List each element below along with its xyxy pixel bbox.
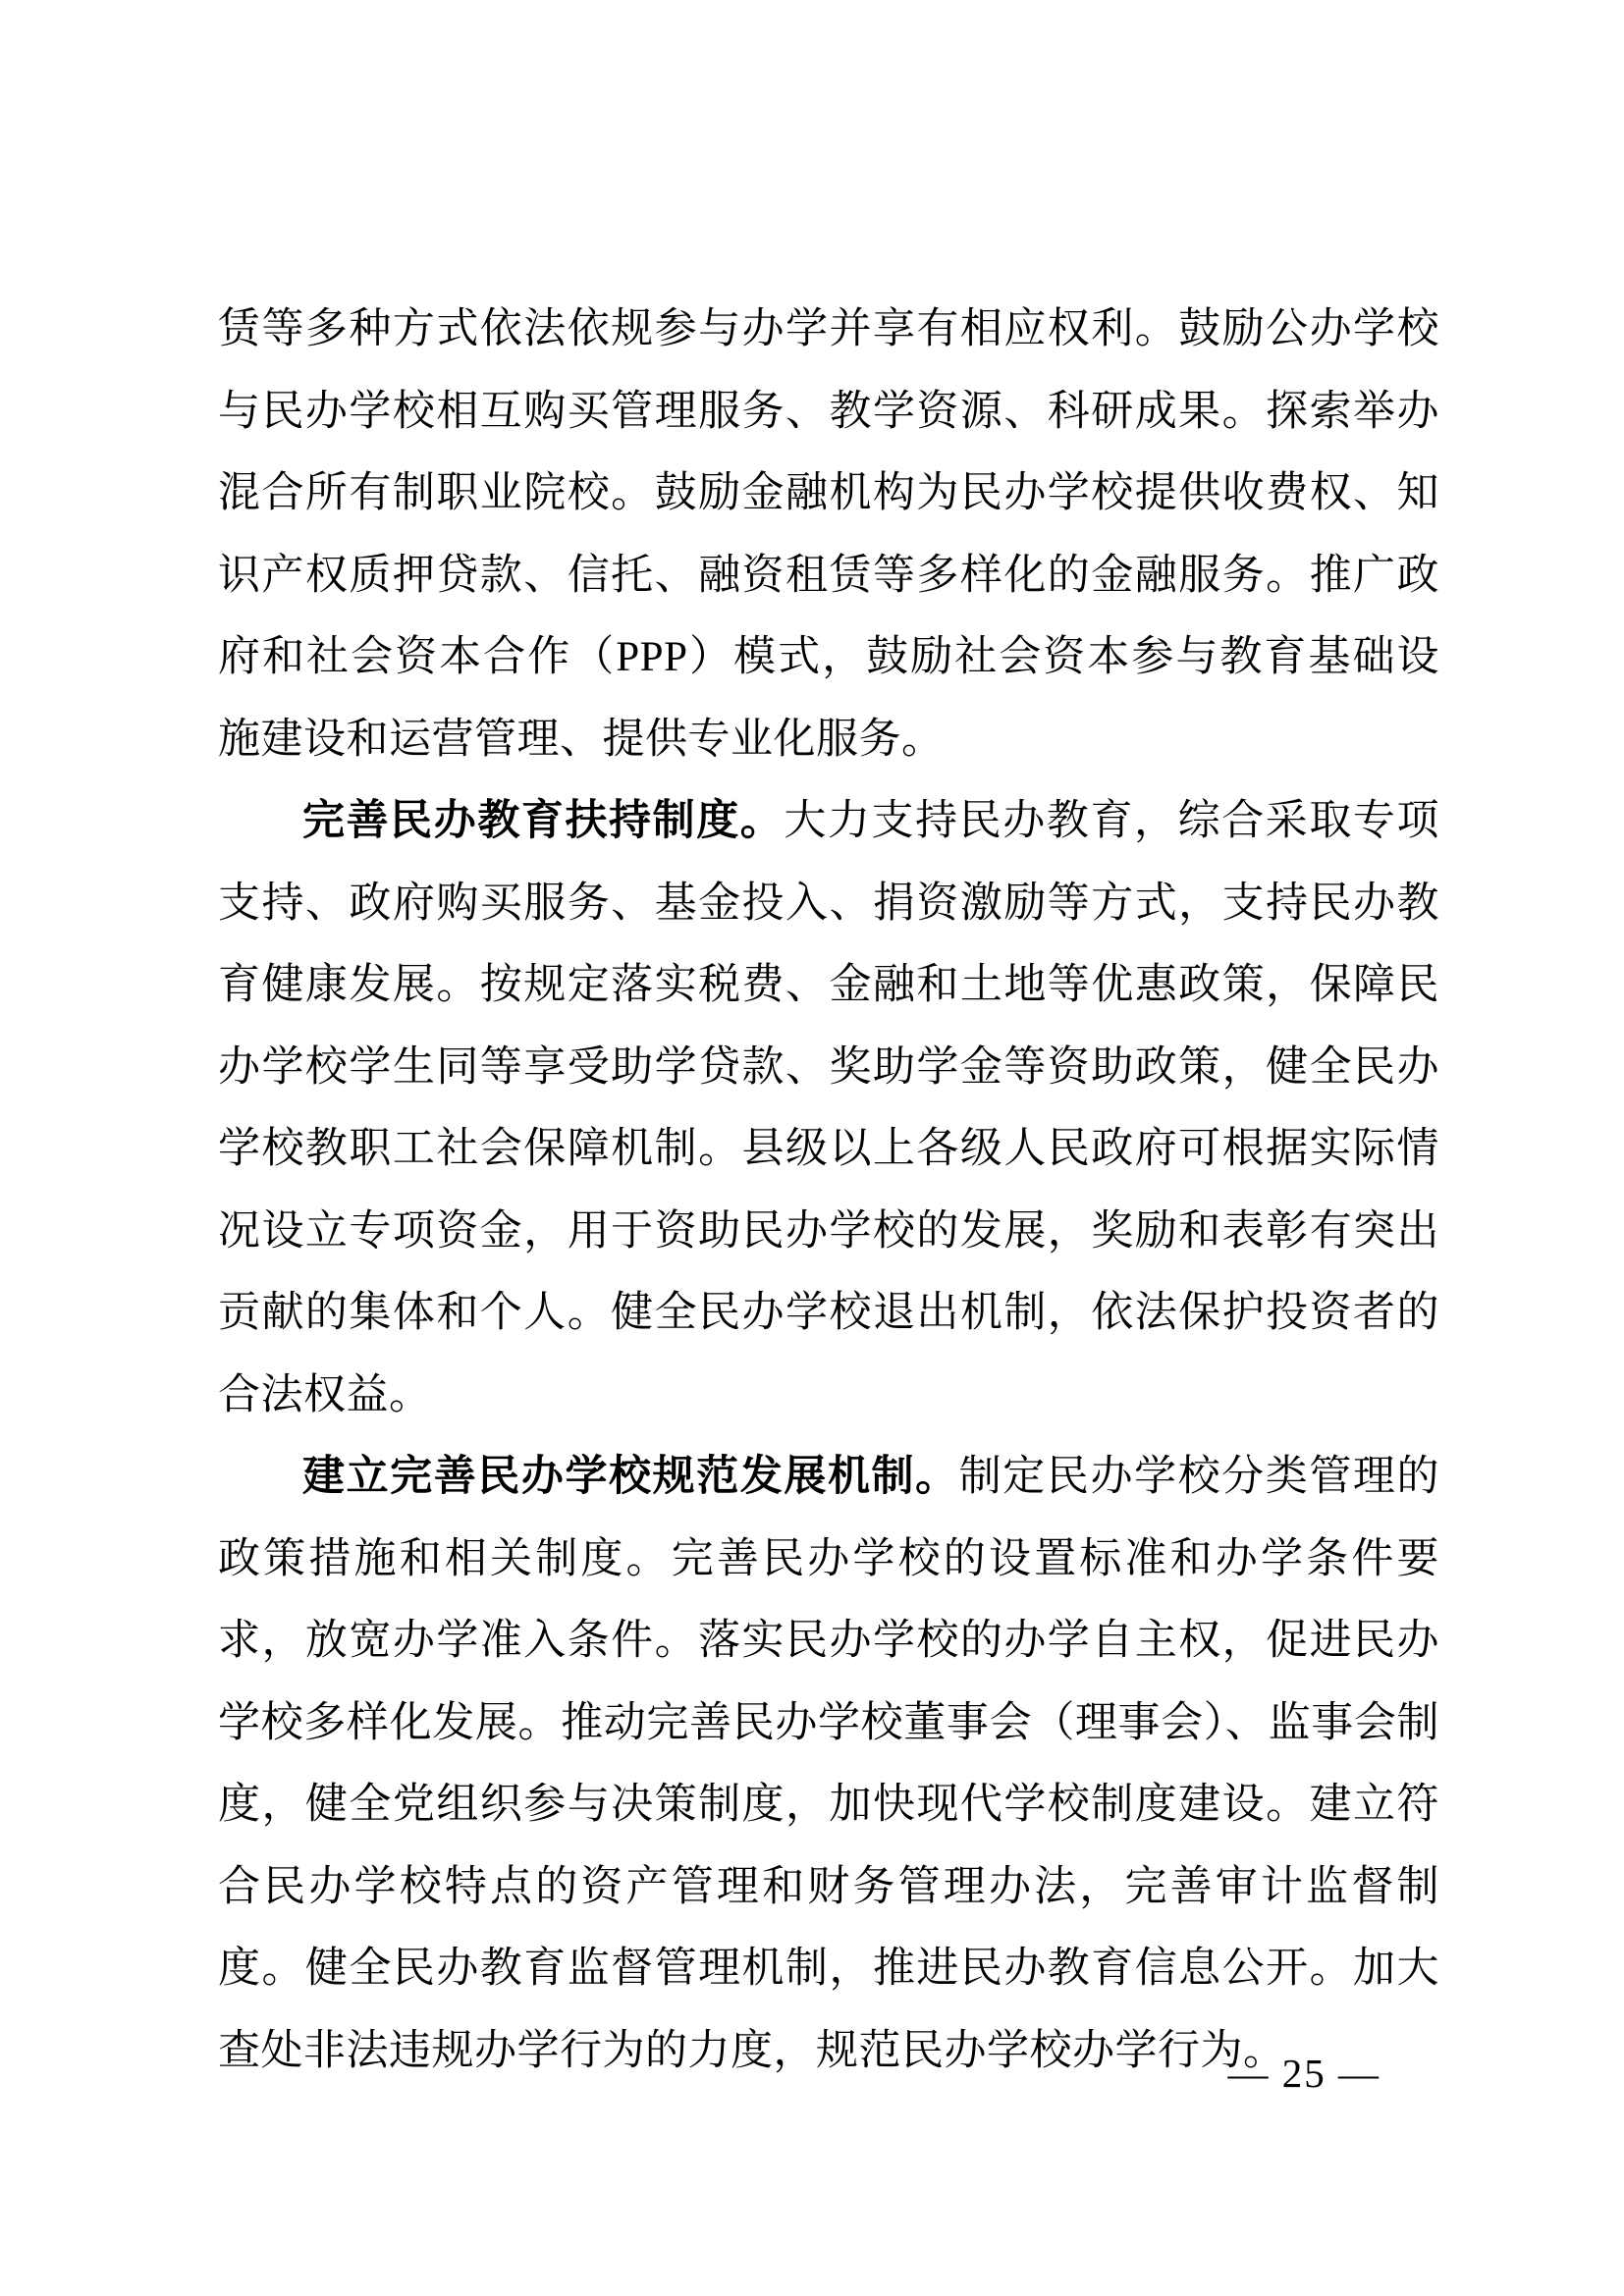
body-text xyxy=(218,289,1439,2092)
paragraph xyxy=(218,780,1439,1436)
paragraph-text: 大力支持民办教育，综合采取专项支持、政府购买服务、基金投入、捐资激励等方式，支持民办教育健康发展。按规定落实税费、金融和土地等优惠政策，保障民办学校学生同等享受助学贷款、奖助学金等资助政策，健全民办学校教职工社会保障机制。县级以上各级人民政府可根据实际情况设立专项资金，用于资助民办学校的发展，奖励和表彰有突出贡献的集体和个人。健全民办学校退出机制，依法保护投资者的合法权益。 xyxy=(218,798,1440,1418)
paragraph-text: 赁等多种方式依法依规参与办学并享有相应权利。鼓励公办学校与民办学校相互购买管理服务、教学资源、科研成果。探索举办混合所有制职业院校。鼓励金融机构为民办学校提供收费权、知识产权质押贷款、信托、融资租赁等多样化的金融服务。推广政府和社会资本合作（PPP）模式，鼓励社会资本参与教育基础设施建设和运营管理、提供专业化服务。 xyxy=(218,306,1439,763)
paragraph xyxy=(218,1436,1439,2092)
paragraph-text: 制定民办学校分类管理的政策措施和相关制度。完善民办学校的设置标准和办学条件要求，放宽办学准入条件。落实民办学校的办学自主权，促进民办学校多样化发展。推动完善民办学校董事会（理事会）、监事会制度，健全党组织参与决策制度，加快现代学校制度建设。建立符合民办学校特点的资产管理和财务管理办法，完善审计监督制度。健全民办教育监督管理机制，推进民办教育信息公开。加大查处非法违规办学行为的力度，规范民办学校办学行为。 xyxy=(218,1454,1440,2074)
paragraph-lead: 建立完善民办学校规范发展机制。 xyxy=(302,1454,959,1500)
paragraph-lead: 完善民办教育扶持制度。 xyxy=(302,798,785,844)
page-number: — 25 — xyxy=(1227,2051,1380,2096)
paragraph xyxy=(218,289,1439,780)
